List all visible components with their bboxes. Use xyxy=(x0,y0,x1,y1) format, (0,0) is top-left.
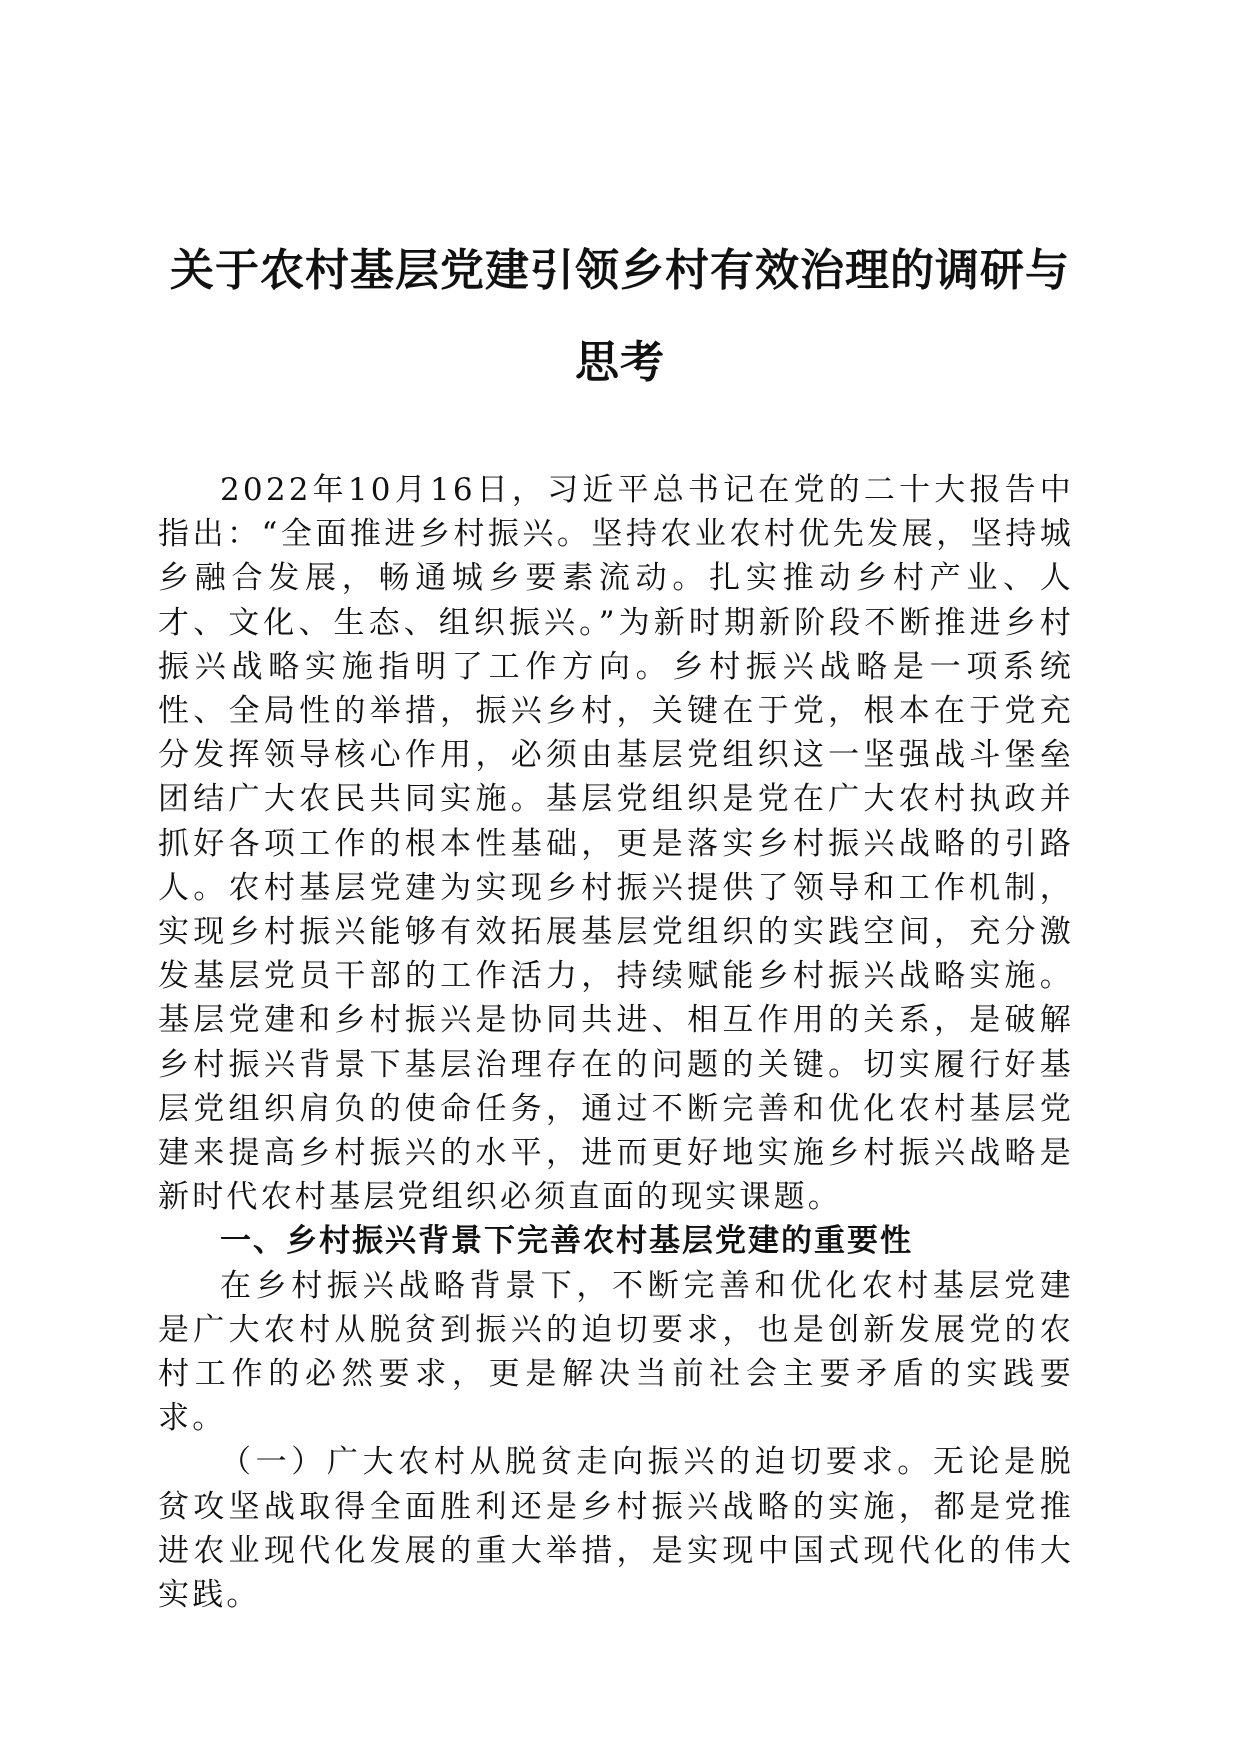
document-title: 关于农村基层党建引领乡村有效治理的调研与思考 xyxy=(170,245,1070,388)
intro-paragraph: 2022年10月16日，习近平总书记在党的二十大报告中指出：“全面推进乡村振兴。坚持农业农村优先发展，坚持城乡融合发展，畅通城乡要素流动。扎实推动乡村产业、人才、文化、生态、组织振兴。”为新时期新阶段不断推进乡村振兴战略实施指明了工作方向。乡村振兴战略是一项系统性、全局性的举措，振兴乡村，关键在于党，根本在于党充分发挥领导核心作用，必须由基层党组织这一坚强战斗堡垒团结广大农民共同实施。基层党组织是党在广大农村执政并抓好各项工作的根本性基础，更是落实乡村振兴战略的引路人。农村基层党建为实现乡村振兴提供了领导和工作机制，实现乡村振兴能够有效拓展基层党组织的实践空间，充分激发基层党员干部的工作活力，持续赋能乡村振兴战略实施。基层党建和乡村振兴是协同共进、相互作用的关系，是破解乡村振兴背景下基层治理存在的问题的关键。切实履行好基层党组织肩负的使命任务，通过不断完善和优化农村基层党建来提高乡村振兴的水平，进而更好地实施乡村振兴战略是新时代农村基层党组织必须直面的现实课题。 xyxy=(158,472,1074,1216)
section-heading-1: 一、乡村振兴背景下完善农村基层党建的重要性 xyxy=(220,1223,913,1260)
section-1-paragraph: 在乡村振兴战略背景下，不断完善和优化农村基层党建是广大农村从脱贫到振兴的迫切要求，也是创新发展党的农村工作的必然要求，更是解决当前社会主要矛盾的实践要求。 xyxy=(158,1267,1074,1437)
subsection-1-paragraph: （一）广大农村从脱贫走向振兴的迫切要求。无论是脱贫攻坚战取得全面胜利还是乡村振兴战略的实施，都是党推进农业现代化发展的重大举措，是实现中国式现代化的伟大实践。 xyxy=(158,1444,1074,1614)
document-body xyxy=(158,468,1074,1617)
